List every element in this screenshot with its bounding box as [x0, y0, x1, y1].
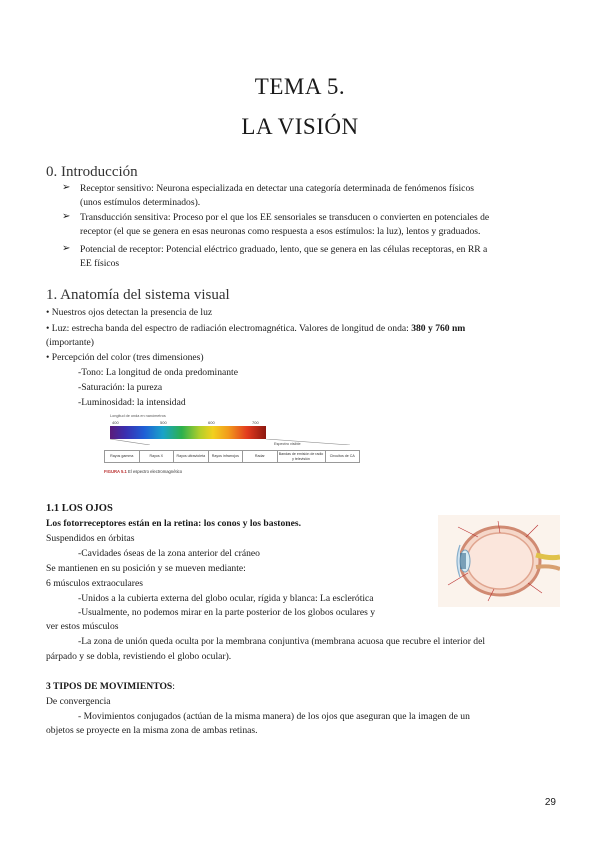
spectrum-band: Rayos X [140, 451, 175, 462]
eyes-line-4: 6 músculos extraoculares [46, 578, 143, 589]
page-number: 29 [544, 797, 556, 808]
arrow-bullet-icon: ➢ [62, 243, 71, 254]
section-heading-anatomy: 1. Anatomía del sistema visual [46, 287, 230, 303]
photoreceptors-line: Los fotorreceptores están en la retina: los conos y los bastones. [46, 518, 302, 529]
spectrum-bands-row [104, 450, 360, 463]
anatomy-bullet-1: • Nuestros ojos detectan la presencia de luz [46, 307, 213, 318]
color-dimension-saturation: -Saturación: la pureza [78, 382, 163, 393]
intro-item-1-line2: (unos estímulos determinados). [80, 197, 201, 208]
spectrum-tick: 400 [112, 420, 119, 425]
spectrum-tick: 600 [208, 420, 215, 425]
eyes-line-9: párpado y se dobla, revistiendo el globo ocular). [46, 651, 232, 662]
spectrum-tick: 700 [252, 420, 259, 425]
anatomy-bullet-2-cont: (importante) [46, 337, 94, 348]
spectrum-band: Rayos gamma [105, 451, 140, 462]
electromagnetic-spectrum-figure [104, 414, 360, 488]
eyes-line-1: Suspendidos en órbitas [46, 533, 135, 544]
spectrum-tick: 500 [160, 420, 167, 425]
movement-line-2: objetos se proyecte en la misma zona de ambas retinas. [46, 725, 258, 736]
spectrum-band: Rayos infrarrojos [209, 451, 244, 462]
spectrum-band: Radar [243, 451, 278, 462]
section-heading-movements: 3 TIPOS DE MOVIMIENTOS: [46, 681, 175, 692]
color-dimension-luminosity: -Luminosidad: la intensidad [78, 397, 186, 408]
arrow-bullet-icon: ➢ [62, 211, 71, 222]
section-heading-intro: 0. Introducción [46, 164, 138, 180]
intro-item-3-line1: Potencial de receptor: Potencial eléctrico graduado, lento, que se genera en las células receptoras, en RR a [80, 244, 488, 255]
color-dimension-tone: -Tono: La longitud de onda predominante [78, 367, 238, 378]
figure-caption: FIGURA 5.1 El espectro electromagnético [104, 469, 183, 474]
movement-convergence: De convergencia [46, 696, 111, 707]
eyes-line-7: ver estos músculos [46, 621, 119, 632]
spectrum-band: Bandas de emisión de radio y televisión [278, 451, 326, 462]
anatomy-bullet-3: • Percepción del color (tres dimensiones) [46, 352, 204, 363]
eyes-line-8: -La zona de unión queda oculta por la membrana conjuntiva (membrana acuosa que recubre el interior del [78, 636, 486, 647]
page-title: TEMA 5. [254, 74, 346, 99]
anatomy-bullet-2: • Luz: estrecha banda del espectro de radiación electromagnética. Valores de longitud de onda: 380 y 760 nm [46, 323, 466, 334]
eye-anatomy-illustration [438, 515, 560, 607]
section-heading-eyes: 1.1 LOS OJOS [46, 503, 113, 514]
eyes-line-3: Se mantienen en su posición y se mueven mediante: [46, 563, 246, 574]
intro-item-1-line1: Receptor sensitivo: Neurona especializada en detectar una categoría determinada de fenómenos físicos [80, 183, 474, 194]
page-subtitle: LA VISIÓN [241, 114, 359, 139]
spectrum-projection-lines [110, 439, 356, 445]
movement-line-1: - Movimientos conjugados (actúan de la misma manera) de los ojos que aseguran que la imagen de un [78, 711, 470, 722]
spectrum-wavelength-label: Longitud de onda en nanómetros [110, 414, 166, 418]
intro-item-2-line2: receptor (el que se genera en esas neuronas como respuesta a esos estímulos: la luz), lentos y graduados. [80, 226, 481, 237]
visible-spectrum-label: Espectro visible [274, 442, 301, 446]
spectrum-band: Rayos ultravioleta [174, 451, 209, 462]
eyes-line-2: -Cavidades óseas de la zona anterior del cráneo [78, 548, 260, 559]
intro-item-3-line2: EE físicos [80, 258, 120, 269]
eyes-line-5: -Unidos a la cubierta externa del globo ocular, rígida y blanca: La esclerótica [78, 593, 374, 604]
eyes-line-6: -Usualmente, no podemos mirar en la parte posterior de los globos oculares y [78, 607, 376, 618]
spectrum-band: Circuitos de CA [329, 454, 355, 459]
visible-spectrum-gradient [110, 426, 266, 439]
arrow-bullet-icon: ➢ [62, 182, 71, 193]
intro-item-2-line1: Transducción sensitiva: Proceso por el que los EE sensoriales se transducen o convierten en potenciales de [80, 212, 490, 223]
